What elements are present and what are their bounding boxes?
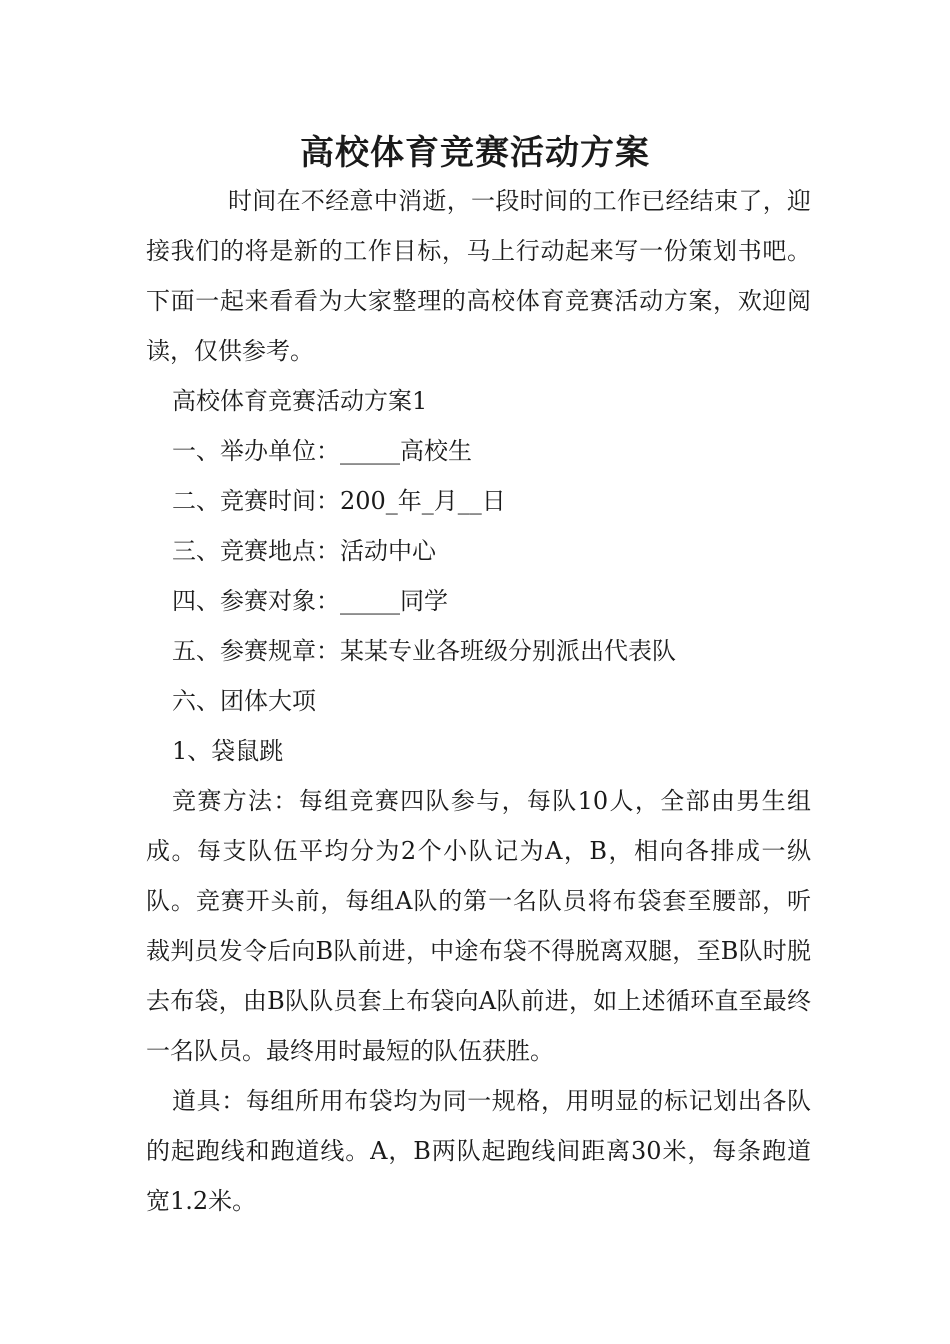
item-time: 二、竞赛时间：200_年_月__日 [172,487,506,515]
sub-item-kangaroo-jump: 1、袋鼠跳 [172,737,284,765]
item-team-events: 六、团体大项 [172,687,316,715]
method-paragraph: 竞赛方法：每组竞赛四队参与，每队10人，全部由男生组成。每支队伍平均分为2个小队记为A，B，相向各排成一纵队。竞赛开头前，每组A队的第一名队员将布袋套至腰部，听裁判员发令后向B队前进，中途布袋不得脱离双腿，至B队时脱去布袋，由B队队员套上布袋向A队前进，如上述循环直至最终一名队员。最终用时最短的队伍获胜。 [146,787,811,1065]
item-organizer: 一、举办单位：_____高校生 [172,437,472,465]
document-title: 高校体育竞赛活动方案 [300,133,650,173]
document-body [146,176,811,1226]
section-heading: 高校体育竞赛活动方案1 [172,387,428,415]
item-location: 三、竞赛地点：活动中心 [172,537,436,565]
item-participants: 四、参赛对象：_____同学 [172,587,448,615]
intro-paragraph: 时间在不经意中消逝，一段时间的工作已经结束了，迎接我们的将是新的工作目标，马上行动起来写一份策划书吧。下面一起来看看为大家整理的高校体育竞赛活动方案，欢迎阅读，仅供参考。 [146,187,811,365]
item-rules: 五、参赛规章：某某专业各班级分别派出代表队 [172,637,676,665]
props-paragraph: 道具：每组所用布袋均为同一规格，用明显的标记划出各队的起跑线和跑道线。A，B两队起跑线间距离30米，每条跑道宽1.2米。 [146,1087,811,1215]
